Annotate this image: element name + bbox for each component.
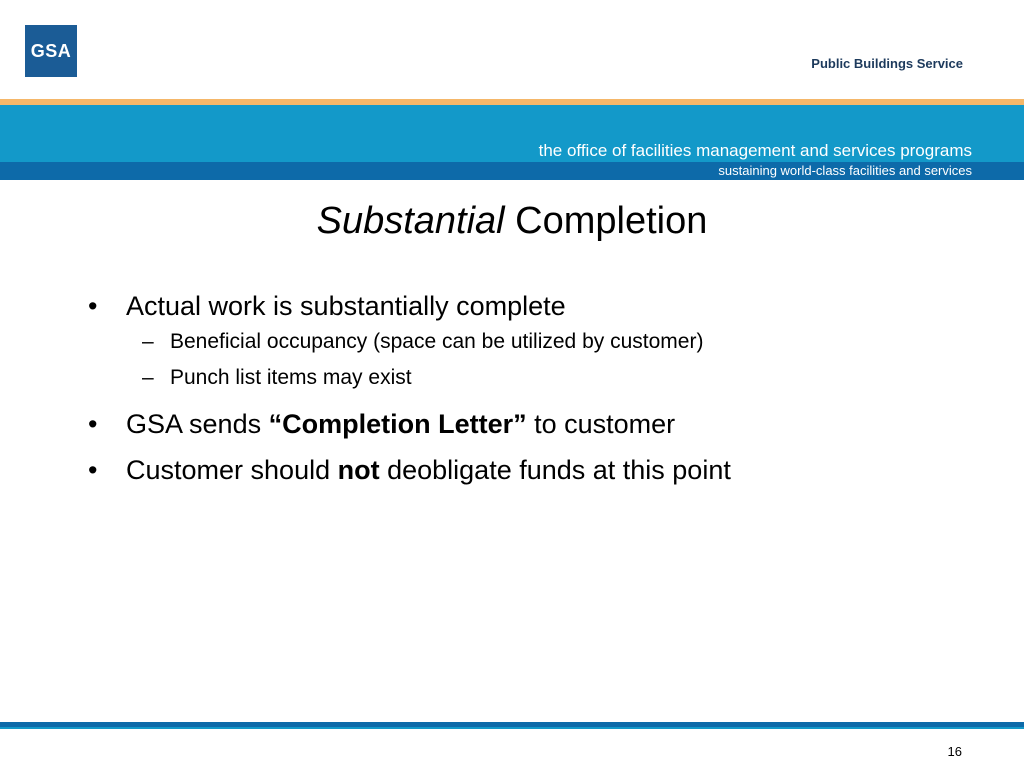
bullet-mark: •	[88, 409, 98, 439]
gsa-logo-text: GSA	[30, 40, 72, 61]
subtagline: sustaining world-class facilities and services	[718, 163, 972, 178]
slide-body	[88, 288, 968, 488]
gsa-logo	[25, 25, 77, 77]
bullet-text-before: GSA sends	[126, 409, 269, 439]
bullet-item	[88, 406, 968, 442]
slide-title-italic: Substantial	[316, 200, 505, 242]
bullet-mark: •	[88, 291, 98, 321]
bullet-text-bold: not	[337, 455, 380, 485]
sub-bullet-text: Beneficial occupancy (space can be utilized by customer)	[170, 330, 704, 353]
service-name: Public Buildings Service	[811, 56, 963, 71]
sub-bullet-text: Punch list items may exist	[170, 366, 412, 389]
sub-bullet-mark: –	[142, 330, 154, 353]
bullet-text: Actual work is substantially complete	[126, 291, 566, 321]
bullet-item	[88, 288, 968, 324]
sub-bullet-mark: –	[142, 366, 154, 389]
sub-bullet-item	[88, 324, 968, 360]
bullet-text-after: deobligate funds at this point	[379, 455, 731, 485]
slide-title	[0, 200, 1024, 243]
footer-rule-light	[0, 727, 1024, 729]
bullet-mark: •	[88, 455, 98, 485]
bullet-text-before: Customer should	[126, 455, 338, 485]
bullet-text-bold: “Completion Letter”	[268, 409, 527, 439]
bullet-text-after: to customer	[526, 409, 676, 439]
tagline: the office of facilities management and services programs	[538, 141, 972, 160]
bullet-item	[88, 452, 968, 488]
slide-title-rest: Completion	[504, 200, 708, 242]
page-number: 16	[947, 744, 962, 759]
sub-bullet-item	[88, 360, 968, 396]
